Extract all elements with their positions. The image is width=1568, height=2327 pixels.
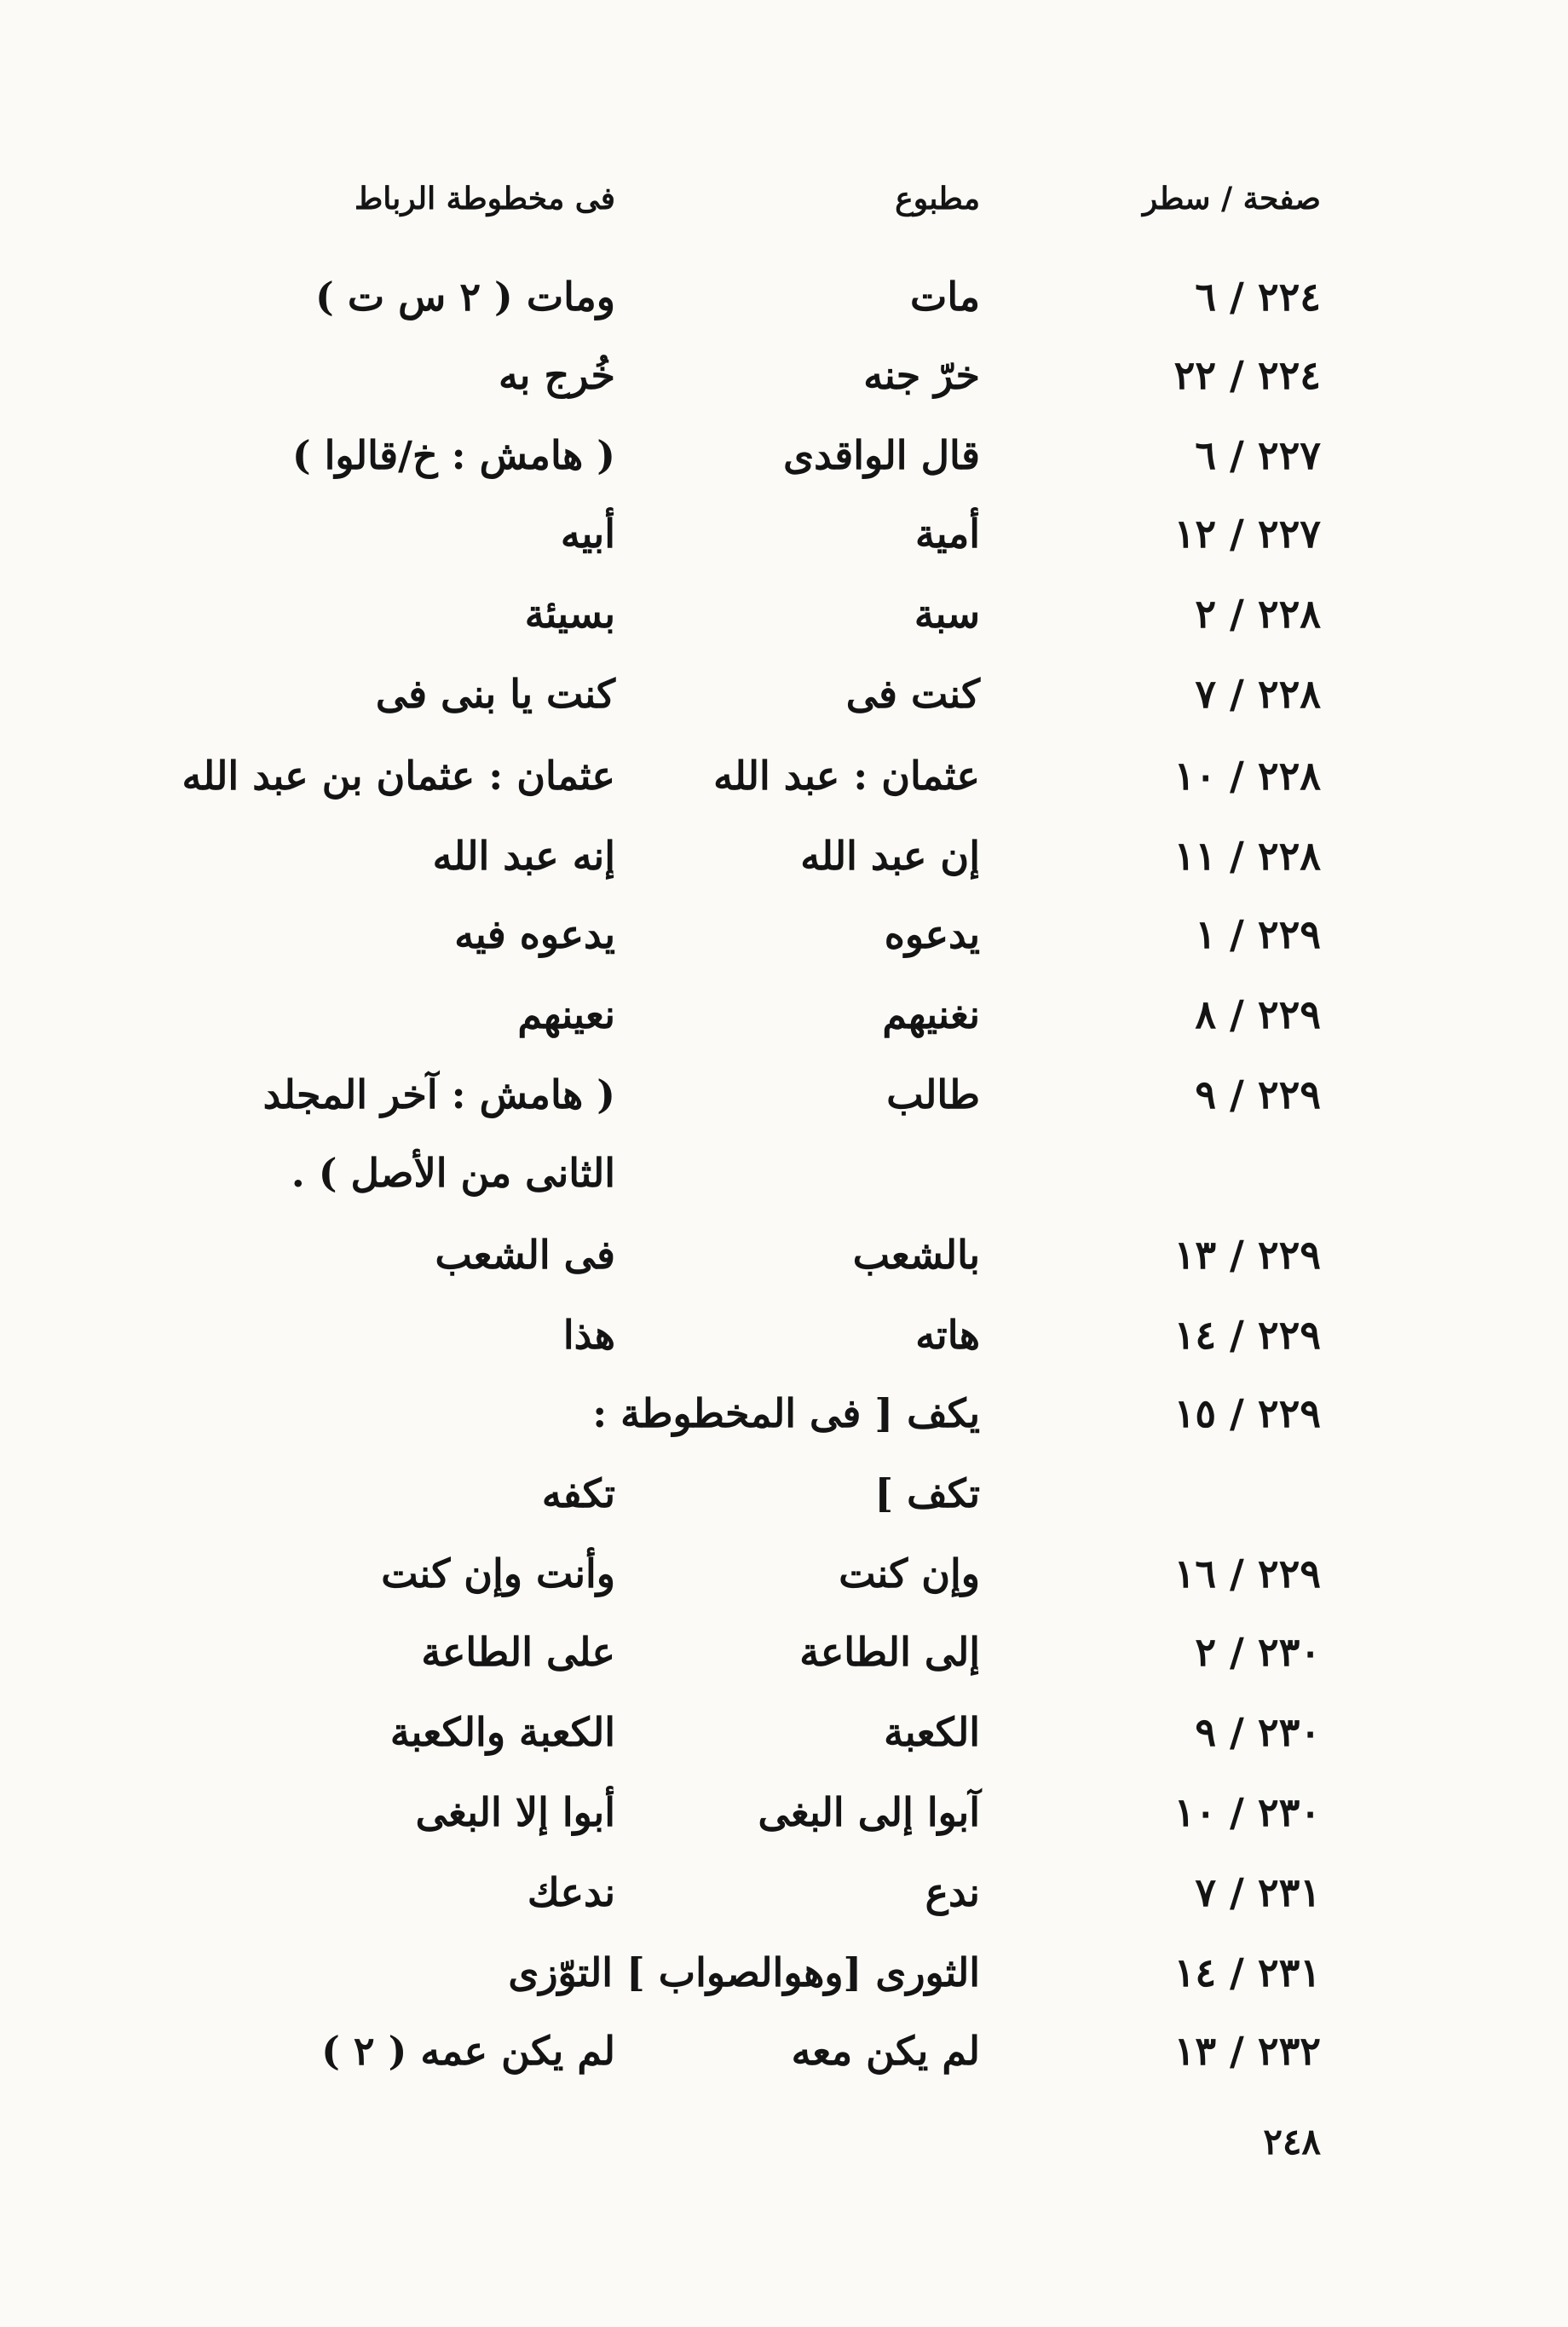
manuscript-reading: إنه عبد الله	[432, 833, 615, 879]
printed-reading: لم يكن معه	[791, 2028, 980, 2074]
page-line-ref: ٢٢٨ / ١٠	[1173, 753, 1321, 799]
page-line-ref: ٢٢٩ / ١٦	[1173, 1550, 1321, 1597]
manuscript-reading: ومات ( ٢ س ت )	[315, 274, 615, 320]
page-line-ref: ٢٣١ / ٧	[1195, 1869, 1321, 1915]
header-printed: مطبوع	[895, 181, 980, 217]
page-line-ref: ٢٢٩ / ١	[1195, 911, 1321, 957]
manuscript-reading: وأنت وإن كنت	[381, 1550, 615, 1597]
manuscript-reading: فى الشعب	[435, 1232, 615, 1278]
header-rabat-manuscript: فى مخطوطة الرباط	[355, 181, 615, 217]
manuscript-reading: ندعك	[527, 1869, 615, 1915]
manuscript-reading: يدعوه فيه	[454, 911, 615, 957]
manuscript-reading: أبوا إلا البغى	[415, 1789, 615, 1835]
page-line-ref: ٢٢٨ / ٢	[1195, 591, 1321, 637]
page-line-ref: ٢٢٨ / ١١	[1173, 833, 1321, 879]
manuscript-reading: أبيه	[560, 511, 615, 557]
page-line-ref: ٢٢٤ / ٢٢	[1173, 352, 1321, 398]
printed-reading: خرّ جنه	[863, 352, 980, 398]
page-line-ref: ٢٣٠ / ٢	[1195, 1629, 1321, 1675]
printed-reading: نغنيهم	[882, 991, 980, 1037]
printed-reading: تكف ]	[874, 1470, 980, 1516]
printed-reading: إن عبد الله	[800, 833, 980, 879]
manuscript-reading: خُرج به	[499, 352, 615, 398]
printed-reading: الكعبة	[884, 1709, 980, 1755]
printed-reading: أمية	[915, 511, 980, 557]
printed-reading: مات	[910, 274, 980, 320]
printed-reading: يكف [ فى المخطوطة :	[592, 1390, 980, 1436]
page-line-ref: ٢٣٢ / ١٣	[1173, 2028, 1321, 2074]
printed-reading: كنت فى	[845, 671, 980, 717]
manuscript-reading: ( هامش : آخر المجلد	[262, 1071, 615, 1117]
printed-reading: آبوا إلى البغى	[758, 1789, 980, 1835]
page-line-ref: ٢٢٩ / ١٤	[1173, 1312, 1321, 1358]
page-line-ref: ٢٣٠ / ١٠	[1173, 1789, 1321, 1835]
manuscript-reading: ( هامش : خ/قالوا )	[291, 432, 615, 478]
header-page-line: صفحة / سطر	[1142, 181, 1321, 217]
printed-reading: عثمان : عبد الله	[713, 753, 980, 799]
manuscript-reading: نعينهم	[517, 991, 615, 1037]
page-line-ref: ٢٢٩ / ١٣	[1173, 1232, 1321, 1278]
manuscript-reading: عثمان : عثمان بن عبد الله	[182, 753, 615, 799]
printed-reading: هاته	[915, 1312, 980, 1358]
printed-reading: بالشعب	[852, 1232, 980, 1278]
page-line-ref: ٢٢٧ / ٦	[1195, 432, 1321, 478]
printed-reading: طالب	[886, 1071, 980, 1117]
page-line-ref: ٢٢٩ / ٨	[1195, 991, 1321, 1037]
page-line-ref: ٢٣١ / ١٤	[1173, 1949, 1321, 1995]
manuscript-reading: تكفه	[541, 1470, 615, 1516]
manuscript-reading: الثانى من الأصل ) .	[291, 1150, 615, 1196]
manuscript-reading: بسيئة	[524, 591, 615, 637]
page-line-ref: ٢٣٠ / ٩	[1195, 1709, 1321, 1755]
page-line-ref: ٢٢٤ / ٦	[1195, 274, 1321, 320]
page-line-ref: ٢٢٧ / ١٢	[1173, 511, 1321, 557]
printed-reading: سبة	[914, 591, 980, 637]
page-number: ٢٤٨	[1263, 2121, 1321, 2162]
manuscript-reading: لم يكن عمه ( ٢ )	[321, 2028, 615, 2074]
printed-reading: الثورى [وهوالصواب ] التوّزى	[508, 1949, 980, 1995]
manuscript-reading: على الطاعة	[421, 1629, 615, 1675]
manuscript-reading: هذا	[562, 1312, 615, 1358]
manuscript-reading: الكعبة والكعبة	[389, 1709, 615, 1755]
page-line-ref: ٢٢٨ / ٧	[1195, 671, 1321, 717]
printed-reading: ندع	[925, 1869, 980, 1915]
printed-reading: قال الواقدى	[783, 432, 980, 478]
page-line-ref: ٢٢٩ / ٩	[1195, 1071, 1321, 1117]
manuscript-reading: كنت يا بنى فى	[375, 671, 615, 717]
printed-reading: يدعوه	[884, 911, 980, 957]
page-line-ref: ٢٢٩ / ١٥	[1173, 1390, 1321, 1436]
printed-reading: إلى الطاعة	[799, 1629, 980, 1675]
printed-reading: وإن كنت	[839, 1550, 980, 1597]
